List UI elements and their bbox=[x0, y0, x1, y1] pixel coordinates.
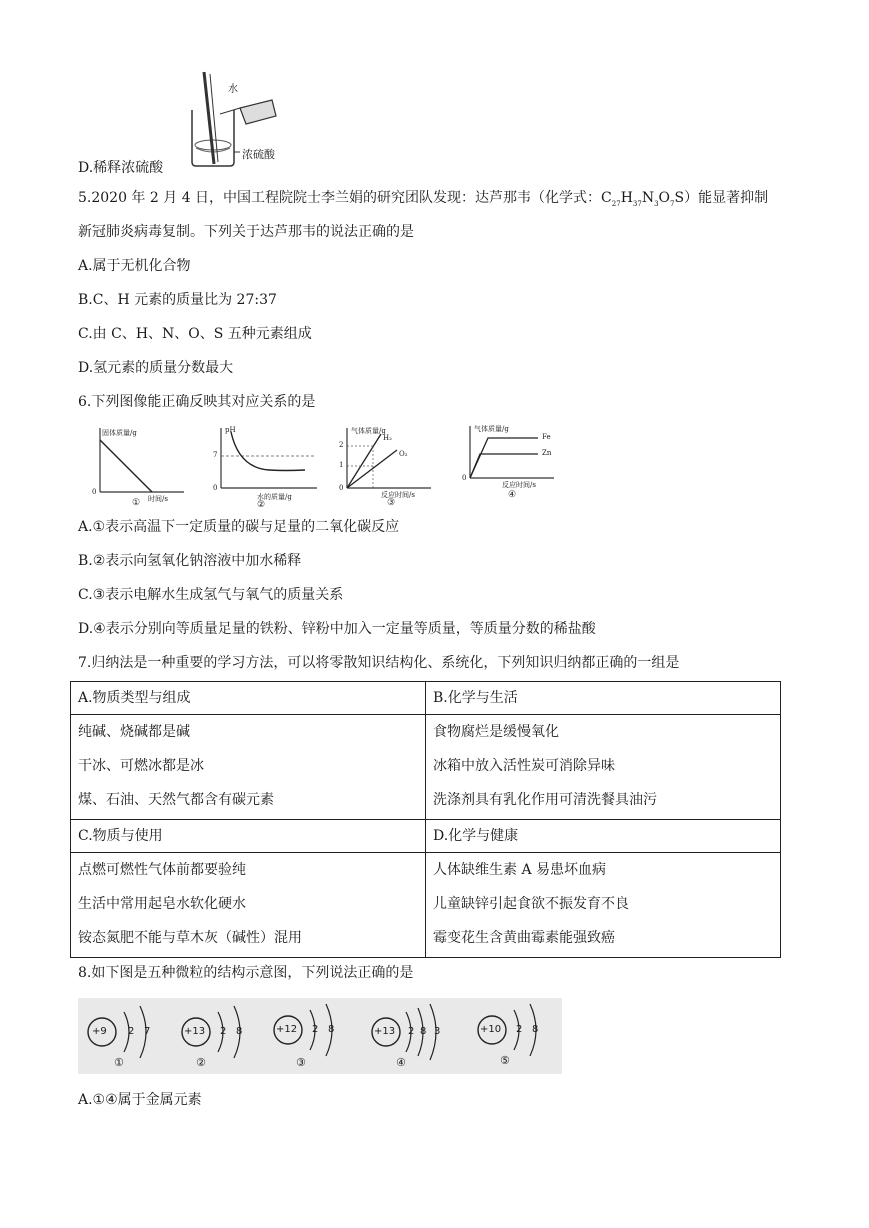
table-cell-d bbox=[426, 853, 781, 958]
electron-count: 2 bbox=[408, 1026, 415, 1037]
electron-count: 8 bbox=[532, 1024, 539, 1035]
table-item: 纯碱、烧碱都是碱 bbox=[78, 724, 190, 740]
chart-1 bbox=[88, 424, 188, 512]
formula-element: O bbox=[658, 190, 671, 206]
particle-number: ① bbox=[114, 1056, 124, 1069]
chart-number: ② bbox=[257, 500, 266, 510]
chart-origin: 0 bbox=[462, 474, 467, 482]
table-item: 食物腐烂是缓慢氧化 bbox=[433, 724, 559, 740]
chart-origin: 0 bbox=[213, 484, 218, 492]
particle-5 bbox=[470, 998, 562, 1074]
q8-stem: 8.如下图是五种微粒的结构示意图，下列说法正确的是 bbox=[78, 965, 414, 981]
chart-number: ① bbox=[132, 498, 141, 508]
nucleus-charge: +9 bbox=[92, 1026, 107, 1037]
particle-1 bbox=[78, 998, 174, 1074]
q8-option-a: A.①④属于金属元素 bbox=[78, 1092, 202, 1108]
q7-stem: 7.归纳法是一种重要的学习方法，可以将零散知识结构化、系统化，下列知识归纳都正确的一组是 bbox=[78, 655, 680, 671]
acid-label: 浓硫酸 bbox=[242, 148, 275, 161]
formula-element: N bbox=[641, 190, 655, 206]
atomic-structure-figure bbox=[78, 998, 562, 1074]
electron-count: 3 bbox=[434, 1026, 441, 1037]
nucleus-charge: +12 bbox=[276, 1024, 298, 1035]
formula-sub: 27 bbox=[611, 199, 621, 208]
particle-2 bbox=[174, 998, 270, 1074]
q5-stem-text: 5.2020 年 2 月 4 日，中国工程院院士李兰娟的研究团队发现：达芦那韦（化学式：C bbox=[78, 190, 612, 206]
table-header-b: B.化学与生活 bbox=[426, 682, 781, 715]
electron-count: 2 bbox=[312, 1024, 319, 1035]
formula-sub: 37 bbox=[632, 199, 642, 208]
chart-line bbox=[100, 440, 152, 492]
q6-option: C.③表示电解水生成氢气与氧气的质量关系 bbox=[78, 587, 344, 603]
table-header-d: D.化学与健康 bbox=[426, 820, 781, 853]
formula-sub: 3 bbox=[654, 199, 659, 208]
chart-ylabel: pH bbox=[225, 426, 236, 434]
chart-4 bbox=[458, 424, 558, 508]
formula-element: H bbox=[620, 190, 633, 206]
table-item: 干冰、可燃冰都是冰 bbox=[78, 758, 204, 774]
table-header-a: A.物质类型与组成 bbox=[71, 682, 426, 715]
table-item: 人体缺维生素 A 易患坏血病 bbox=[433, 862, 607, 878]
chart-series-label: Fe bbox=[542, 433, 551, 441]
chart-ytick: 2 bbox=[339, 441, 344, 449]
chart-origin: 0 bbox=[339, 484, 344, 492]
table-cell-c bbox=[71, 853, 426, 958]
chart-curve bbox=[231, 432, 305, 471]
table-item: 霉变花生含黄曲霉素能强致癌 bbox=[433, 930, 615, 946]
particle-number: ② bbox=[196, 1056, 206, 1069]
nucleus-charge: +13 bbox=[184, 1026, 206, 1037]
chart-origin: 0 bbox=[92, 488, 97, 496]
q5-option: D.氢元素的质量分数最大 bbox=[78, 360, 234, 376]
q6-option: D.④表示分别向等质量足量的铁粉、锌粉中加入一定量等质量，等质量分数的稀盐酸 bbox=[78, 621, 596, 637]
q6-option: A.①表示高温下一定质量的碳与足量的二氧化碳反应 bbox=[78, 519, 400, 535]
chart-number: ③ bbox=[387, 498, 396, 508]
nucleus-charge: +13 bbox=[374, 1026, 396, 1037]
chart-series-label: O₂ bbox=[399, 450, 408, 458]
q5-stem-line2: 新冠肺炎病毒复制。下列关于达芦那韦的说法正确的是 bbox=[78, 224, 414, 240]
q5-option: B.C、H 元素的质量比为 27:37 bbox=[78, 292, 277, 308]
q5-option: C.由 C、H、N、O、S 五种元素组成 bbox=[78, 326, 312, 342]
formula-sub: 7 bbox=[670, 199, 675, 208]
table-item: 儿童缺锌引起食欲不振发育不良 bbox=[433, 896, 629, 912]
particle-number: ③ bbox=[296, 1056, 306, 1069]
table-item: 点燃可燃性气体前都要验纯 bbox=[78, 862, 246, 878]
table-item: 冰箱中放入活性炭可消除异味 bbox=[433, 758, 615, 774]
q7-table bbox=[70, 681, 781, 958]
chart-series-label: H₂ bbox=[383, 434, 392, 442]
water-label: 水 bbox=[228, 84, 238, 95]
chart-xlabel: 反应时间/s bbox=[502, 481, 536, 489]
chart-series-o2 bbox=[347, 450, 397, 488]
chart-series-label: Zn bbox=[542, 449, 552, 457]
table-item: 铵态氮肥不能与草木灰（碱性）混用 bbox=[78, 930, 302, 946]
chart-number: ④ bbox=[508, 490, 517, 500]
chart-3 bbox=[335, 424, 435, 512]
chart-xlabel: 水的质量/g bbox=[257, 493, 292, 501]
nucleus-charge: +10 bbox=[480, 1024, 502, 1035]
electron-count: 2 bbox=[220, 1026, 227, 1037]
chart-2 bbox=[205, 424, 325, 512]
chart-ytick: 1 bbox=[339, 461, 344, 469]
chart-ylabel: 气体质量/g bbox=[474, 425, 509, 433]
chart-series-fe bbox=[470, 438, 538, 478]
q6-stem: 6.下列图像能正确反映其对应关系的是 bbox=[78, 394, 316, 410]
chart-ylabel: 固体质量/g bbox=[102, 429, 137, 437]
electron-count: 2 bbox=[516, 1024, 523, 1035]
table-item: 煤、石油、天然气都含有碳元素 bbox=[78, 792, 274, 808]
chart-ytick: 7 bbox=[213, 451, 218, 459]
q5-stem-text-end: S）能显著抑制 bbox=[674, 190, 769, 206]
table-cell-b bbox=[426, 715, 781, 820]
chart-xlabel: 时间/s bbox=[148, 495, 168, 503]
chart-xlabel: 反应时间/s bbox=[381, 491, 415, 499]
electron-count: 8 bbox=[236, 1026, 243, 1037]
particle-4 bbox=[364, 998, 468, 1074]
q4-option-d: D.稀释浓硫酸 bbox=[78, 160, 164, 176]
particle-number: ⑤ bbox=[500, 1054, 510, 1067]
particle-number: ④ bbox=[396, 1056, 406, 1069]
electron-count: 2 bbox=[128, 1026, 135, 1037]
table-cell-a bbox=[71, 715, 426, 820]
electron-count: 7 bbox=[144, 1026, 151, 1037]
table-item: 洗涤剂具有乳化作用可清洗餐具油污 bbox=[433, 792, 657, 808]
particle-3 bbox=[266, 998, 362, 1074]
table-item: 生活中常用起皂水软化硬水 bbox=[78, 896, 246, 912]
q5-stem-line1 bbox=[78, 188, 768, 214]
chart-series-zn bbox=[470, 454, 538, 478]
chart-ylabel: 气体质量/g bbox=[351, 427, 386, 435]
electron-count: 8 bbox=[328, 1024, 335, 1035]
electron-count: 8 bbox=[420, 1026, 427, 1037]
q6-option: B.②表示向氢氧化钠溶液中加水稀释 bbox=[78, 553, 302, 569]
table-header-c: C.物质与使用 bbox=[71, 820, 426, 853]
q5-option: A.属于无机化合物 bbox=[78, 258, 191, 274]
chart-series-h2 bbox=[347, 434, 381, 488]
